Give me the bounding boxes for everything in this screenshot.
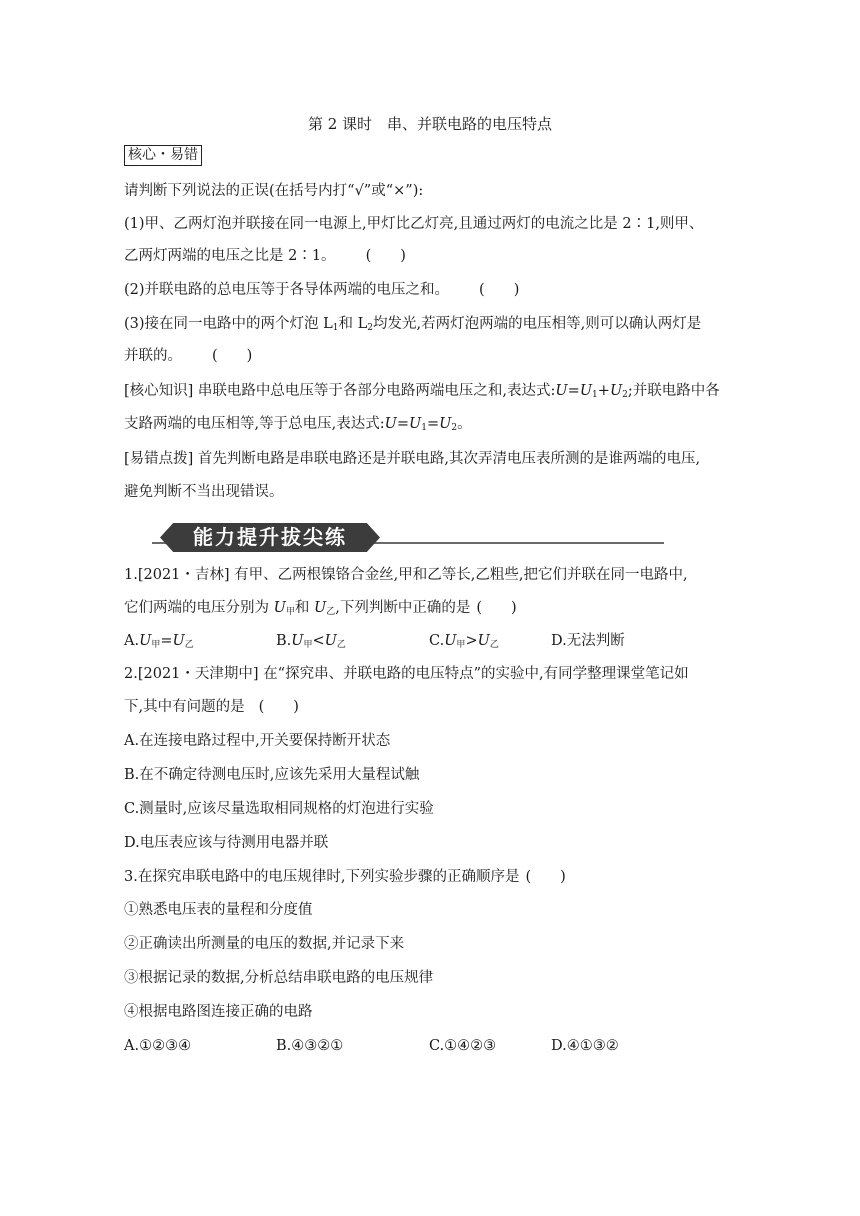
problem-3-step-2: ②正确读出所测量的电压的数据,并记录下来 bbox=[124, 936, 405, 952]
problem-3-step-1: ①熟悉电压表的量程和分度值 bbox=[124, 902, 313, 918]
problem-2-option-b: B.在不确定待测电压时,应该先采用大量程试触 bbox=[124, 767, 420, 783]
problem-2-option-a: A.在连接电路过程中,开关要保持断开状态 bbox=[124, 733, 391, 749]
answer-blank: ( ) bbox=[476, 600, 517, 616]
problem-1-option-c: $C.U_甲>U_乙$ bbox=[429, 633, 499, 650]
problem-1-line1: 1.[2021・吉林] 有甲、乙两根镍铬合金丝,甲和乙等长,乙粗些,把它们并联在同一电路中, bbox=[124, 567, 688, 583]
intro-text: 请判断下列说法的正误(在括号内打“√”或“×”): bbox=[124, 183, 424, 199]
judge-q3-line2: 并联的。 ( ) bbox=[124, 348, 253, 364]
error-tip-line1: [易错点拨] 首先判断电路是串联电路还是并联电路,其次弄清电压表所测的是谁两端的电压, bbox=[124, 451, 701, 467]
judge-q3-line1: (3)接在同一电路中的两个灯泡 $L_1$和 $L_2$均发光,若两灯泡两端的电压相等,则可以确认两灯是 bbox=[124, 316, 702, 333]
answer-blank: ( ) bbox=[212, 348, 253, 364]
problem-3-step-3: ③根据记录的数据,分析总结串联电路的电压规律 bbox=[124, 970, 434, 986]
section-banner bbox=[160, 523, 380, 552]
answer-blank: ( ) bbox=[258, 699, 299, 715]
page-title: 第 2 课时 串、并联电路的电压特点 bbox=[307, 115, 553, 133]
problem-2-line2: 下,其中有问题的是 ( ) bbox=[124, 699, 299, 715]
judge-q1-line1: (1)甲、乙两灯泡并联接在同一电源上,甲灯比乙灯亮,且通过两灯的电流之比是 2∶1,则甲、 bbox=[124, 216, 704, 232]
problem-3-line1: 3.在探究串联电路中的电压规律时,下列实验步骤的正确顺序是 ( ) bbox=[124, 869, 566, 885]
answer-blank: ( ) bbox=[525, 869, 566, 885]
core-knowledge-line1: [核心知识] 串联电路中总电压等于各部分电路两端电压之和,表达式$:U=U_1+U_2$;并联电路中各 bbox=[124, 383, 720, 400]
problem-2-option-d: D.电压表应该与待测用电器并联 bbox=[124, 835, 329, 851]
judge-q1-line2: 乙两灯两端的电压之比是 2∶1。 ( ) bbox=[124, 248, 406, 264]
section-tag: 核心・易错 bbox=[124, 145, 202, 166]
problem-2-option-c: C.测量时,应该尽量选取相同规格的灯泡进行实验 bbox=[124, 801, 434, 817]
core-knowledge-line2: 支路两端的电压相等,等于总电压,表达式$:U=U_1=U_2$。 bbox=[124, 416, 472, 433]
problem-3-option-d: D.④①③② bbox=[551, 1038, 619, 1054]
problem-1-option-a: $A.U_甲=U_乙$ bbox=[124, 633, 194, 650]
problem-3-option-c: C.①④②③ bbox=[429, 1038, 497, 1054]
banner-title: 能力提升拔尖练 bbox=[193, 525, 347, 549]
problem-1-line2: 它们两端的电压分别为 $U_甲$和 $U_乙$,下列判断中正确的是 ( ) bbox=[124, 600, 517, 617]
problem-1-option-d: D.无法判断 bbox=[551, 633, 625, 649]
judge-q2: (2)并联电路的总电压等于各导体两端的电压之和。 ( ) bbox=[124, 282, 520, 298]
problem-3-step-4: ④根据电路图连接正确的电路 bbox=[124, 1004, 313, 1020]
problem-3-option-a: A.①②③④ bbox=[124, 1038, 192, 1054]
problem-1-option-b: $B.U_甲<U_乙$ bbox=[276, 633, 346, 650]
answer-blank: ( ) bbox=[365, 248, 406, 264]
problem-3-option-b: B.④③②① bbox=[276, 1038, 344, 1054]
answer-blank: ( ) bbox=[479, 282, 520, 298]
error-tip-line2: 避免判断不当出现错误。 bbox=[124, 484, 284, 500]
problem-2-line1: 2.[2021・天津期中] 在“探究串、并联电路的电压特点”的实验中,有同学整理课堂笔记如 bbox=[124, 666, 689, 682]
